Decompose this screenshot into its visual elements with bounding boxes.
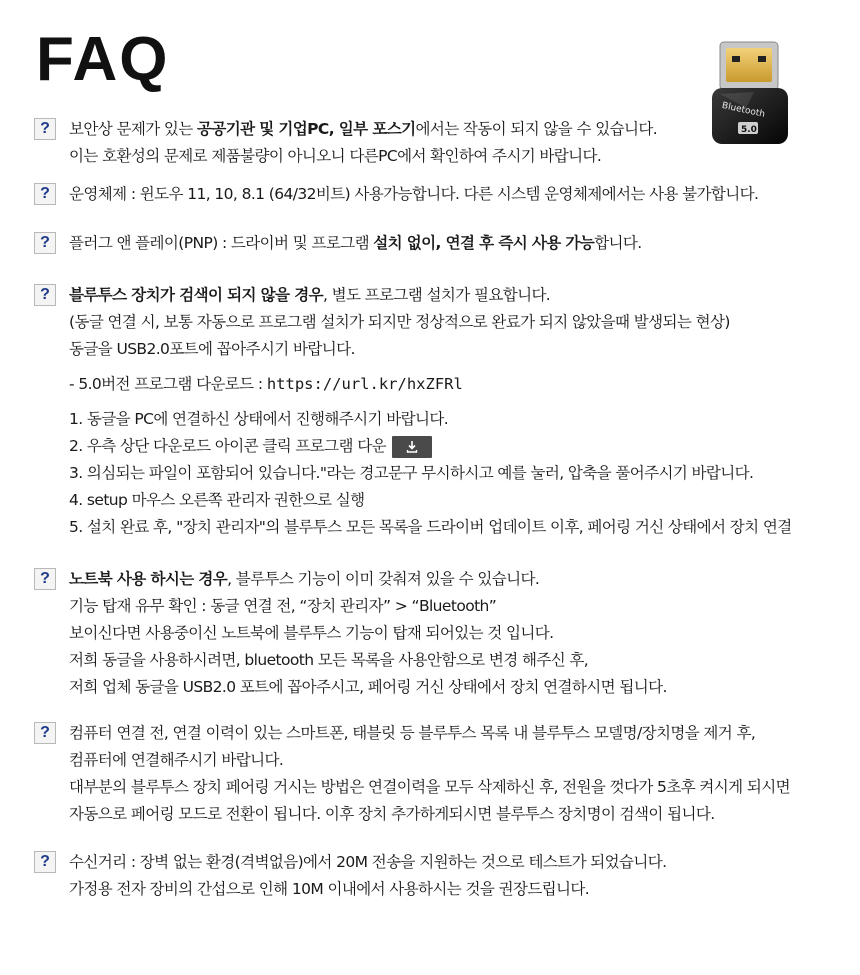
question-icon: ? <box>34 118 56 140</box>
text-segment: 기능 탑재 유무 확인 : 동글 연결 전, “장치 관리자” > “Bluetooth” <box>69 597 497 615</box>
faq-answer <box>69 849 844 903</box>
text-segment: 보안상 문제가 있는 <box>69 120 197 138</box>
faq-item <box>34 720 844 828</box>
faq-line <box>69 309 844 336</box>
faq-line <box>69 230 844 257</box>
text-segment: 에서는 작동이 되지 않을 수 있습니다. <box>415 120 658 138</box>
text-segment: 이는 호환성의 문제로 제품불량이 아니오니 다른PC에서 확인하여 주시기 바랍니다. <box>69 147 602 165</box>
question-icon: ? <box>34 232 56 254</box>
faq-line <box>69 487 844 514</box>
text-segment: , 별도 프로그램 설치가 필요합니다. <box>322 286 551 304</box>
faq-line <box>69 801 844 828</box>
faq-line <box>69 774 844 801</box>
faq-answer <box>69 230 844 257</box>
dongle-version: 5.0 <box>741 125 757 135</box>
text-segment: 대부분의 블루투스 장치 페어링 거시는 방법은 연결이력을 모두 삭제하신 후, 전원을 껏다가 5초후 켜시게 되시면 <box>69 778 790 796</box>
faq-line <box>69 514 844 541</box>
faq-line <box>69 282 844 309</box>
text-segment: 합니다. <box>594 234 642 252</box>
question-icon: ? <box>34 183 56 205</box>
faq-item <box>34 566 844 701</box>
emphasis-text: 설치 없이, 연결 후 즉시 사용 가능 <box>373 234 595 252</box>
question-icon: ? <box>34 851 56 873</box>
faq-answer <box>69 116 844 170</box>
question-icon: ? <box>34 284 56 306</box>
faq-line <box>69 433 844 460</box>
faq-line <box>69 406 844 433</box>
dongle-label: Bluetooth <box>720 100 766 120</box>
text-segment: 저희 동글을 사용하시려면, bluetooth 모든 목록을 사용안함으로 변경 해주신 후, <box>69 651 589 669</box>
faq-answer <box>69 181 844 208</box>
faq-line <box>69 336 844 363</box>
question-icon: ? <box>34 722 56 744</box>
text-segment: 동글을 USB2.0포트에 꼽아주시기 바랍니다. <box>69 340 355 358</box>
download-url: https://url.kr/hxZFRl <box>266 375 463 393</box>
faq-item <box>34 849 844 903</box>
faq-item <box>34 181 844 208</box>
faq-line <box>69 371 844 398</box>
emphasis-text: 공공기관 및 기업PC, 일부 포스기 <box>196 120 416 138</box>
faq-answer <box>69 566 844 701</box>
text-segment: 3. 의심되는 파일이 포함되어 있습니다."라는 경고문구 무시하시고 예를 눌러, 압축을 풀어주시기 바랍니다. <box>69 464 754 482</box>
text-segment: - 5.0버전 프로그램 다운로드 : <box>69 375 267 393</box>
faq-item <box>34 282 844 541</box>
faq-line <box>69 181 844 208</box>
faq-line <box>69 620 844 647</box>
text-segment: 컴퓨터에 연결해주시기 바랍니다. <box>69 751 284 769</box>
faq-item <box>34 116 844 170</box>
text-segment: 플러그 앤 플레이(PNP) : 드라이버 및 프로그램 <box>69 234 374 252</box>
text-segment: 4. setup 마우스 오른쪽 관리자 권한으로 실행 <box>69 491 365 509</box>
text-segment: 운영체제 : 윈도우 11, 10, 8.1 (64/32비트) 사용가능합니다. 다른 시스템 운영체제에서는 사용 불가합니다. <box>69 185 759 203</box>
text-segment: , 블루투스 기능이 이미 갖춰져 있을 수 있습니다. <box>227 570 540 588</box>
faq-line <box>69 747 844 774</box>
text-segment: (동글 연결 시, 보통 자동으로 프로그램 설치가 되지만 정상적으로 완료가 되지 않았을때 발생되는 현상) <box>69 313 730 331</box>
emphasis-text: 노트북 사용 하시는 경우 <box>69 570 228 588</box>
download-icon <box>392 436 432 458</box>
faq-item <box>34 230 844 257</box>
faq-answer <box>69 720 844 828</box>
text-segment: 1. 동글을 PC에 연결하신 상태에서 진행해주시기 바랍니다. <box>69 410 449 428</box>
text-segment: 자동으로 페어링 모드로 전환이 됩니다. 이후 장치 추가하게되시면 블루투스 장치명이 검색이 됩니다. <box>69 805 715 823</box>
text-segment: 컴퓨터 연결 전, 연결 이력이 있는 스마트폰, 태블릿 등 블루투스 목록 내 블루투스 모델명/장치명을 제거 후, <box>69 724 756 742</box>
text-segment: 5. 설치 완료 후, "장치 관리자"의 블루투스 모든 목록을 드라이버 업데이트 이후, 페어링 거신 상태에서 장치 연결 <box>69 518 792 536</box>
faq-line <box>69 460 844 487</box>
text-segment: 가정용 전자 장비의 간섭으로 인해 10M 이내에서 사용하시는 것을 권장드립니다. <box>69 880 590 898</box>
text-segment: 수신거리 : 장벽 없는 환경(격벽없음)에서 20M 전송을 지원하는 것으로 테스트가 되었습니다. <box>69 853 667 871</box>
faq-line <box>69 143 844 170</box>
emphasis-text: 블루투스 장치가 검색이 되지 않을 경우 <box>69 286 323 304</box>
faq-line <box>69 674 844 701</box>
faq-line <box>69 566 844 593</box>
faq-answer <box>69 282 844 541</box>
text-segment: 2. 우측 상단 다운로드 아이콘 클릭 프로그램 다운 <box>69 437 386 455</box>
text-segment: 보이신다면 사용중이신 노트북에 블루투스 기능이 탑재 되어있는 것 입니다. <box>69 624 554 642</box>
faq-line <box>69 593 844 620</box>
faq-line <box>69 647 844 674</box>
page-title: FAQ <box>36 25 170 94</box>
text-segment: 저희 업체 동글을 USB2.0 포트에 꼽아주시고, 페어링 거신 상태에서 장치 연결하시면 됩니다. <box>69 678 667 696</box>
faq-line <box>69 720 844 747</box>
faq-line <box>69 849 844 876</box>
faq-line <box>69 116 844 143</box>
faq-line <box>69 876 844 903</box>
question-icon: ? <box>34 568 56 590</box>
